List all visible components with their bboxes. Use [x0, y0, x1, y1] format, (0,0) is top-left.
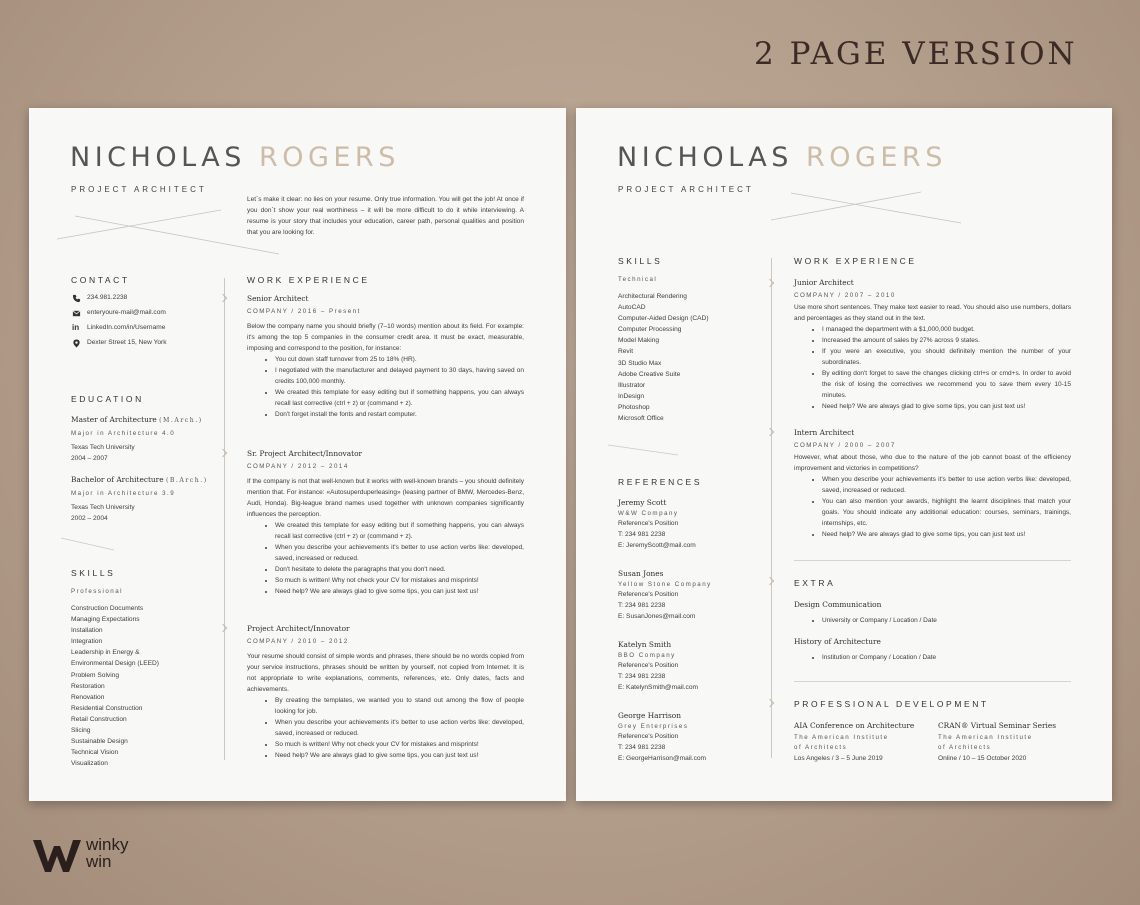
- job-title-text: Sr. Project Architect/Innovator: [247, 449, 363, 458]
- list-item: • You cut down staff turnover from 25 to 18% (HR).: [275, 354, 524, 365]
- job-description: However, what about those, who due to the nature of the job cannot boast of the efficiency improvement and victories in competitions?: [794, 454, 1071, 472]
- skill-item: Microsoft Office: [618, 415, 664, 423]
- list-item: • Need help? We are always glad to give some tips, you can just text us!: [822, 529, 1071, 540]
- job-bullets: [247, 354, 524, 420]
- reference-item: [618, 498, 778, 569]
- extra-item-title: Design Communication: [794, 600, 882, 609]
- skill-item: InDesign: [618, 392, 645, 400]
- education-heading: EDUCATION: [71, 394, 144, 404]
- skill-item: Environmental Design (LEED): [71, 660, 159, 668]
- brand-line-2: win: [86, 852, 112, 871]
- skill-item: Sustainable Design: [71, 738, 128, 746]
- reference-item: [618, 711, 778, 782]
- extra-item-details: [794, 615, 1099, 626]
- reference-item: [618, 640, 778, 711]
- skills-subheading: Professional: [71, 588, 124, 595]
- chevron-right-icon: [219, 294, 227, 302]
- work-experience-heading: WORK EXPERIENCE: [247, 275, 370, 285]
- skill-item: Slicing: [71, 727, 91, 735]
- reference-company: W&W Company: [618, 510, 679, 517]
- job-title-text: Project Architect/Innovator: [247, 624, 350, 633]
- job-description: Use more short sentences. They make text easier to read. You should also use numbers, dollars and percentages as they stand out in the text.: [794, 304, 1071, 322]
- list-item: • You can also mention your awards, highlight the learnt disciplines that match your goals. You should indicate any additional education: courses, seminars, trainings, internships, etc.: [822, 496, 1071, 529]
- email-icon: [72, 309, 81, 318]
- reference-position: Reference's Position: [618, 520, 679, 527]
- professional-development-heading: PROFESSIONAL DEVELOPMENT: [794, 699, 989, 709]
- list-item: • We created this template for easy editing but if something happens, you can always recall last corrective (ctrl + z) or (command + z).: [275, 387, 524, 409]
- skill-item: Visualization: [71, 760, 108, 768]
- job-meta: COMPANY / 2000 – 2007: [794, 442, 896, 449]
- reference-email: E: GeorgeHarrison@mail.com: [618, 755, 707, 762]
- extra-heading: EXTRA: [794, 578, 836, 588]
- prof-dev-item: [794, 721, 934, 764]
- list-item: • I negotiated with the manufacturer and delayed payment to 30 days, having saved on credits 100,000 monthly.: [275, 365, 524, 387]
- resume-name: [70, 142, 400, 173]
- job-entry: [247, 294, 524, 420]
- list-item: • Need help? We are always glad to give some tips, you can just text us!: [822, 401, 1071, 412]
- job-meta: COMPANY / 2007 – 2010: [794, 292, 896, 299]
- job-description: If the company is not that well-known but it works with well-known brands – you should definitely mention that. For instance: «Autosuperduperleasing» (leasing partner of BMW, Mercedes-Benz, Audi, Honda). Big-league brand names used together with unknown companies significantly influences the perception.: [247, 478, 524, 518]
- skill-item: Managing Expectations: [71, 616, 140, 624]
- list-item: • When you describe your achievements it's better to use action verbs like: developed, saved, increased or reduced.: [822, 474, 1071, 496]
- job-meta: COMPANY / 2016 – Present: [247, 308, 361, 315]
- education-degree: Bachelor of Architecture (B.Arch.): [71, 475, 208, 484]
- reference-email: E: KatelynSmith@mail.com: [618, 684, 698, 691]
- contact-linkedin: LinkedIn.com/in/Username: [87, 324, 166, 331]
- contact-heading: CONTACT: [71, 275, 130, 285]
- skill-item: Model Making: [618, 337, 660, 345]
- job-description: Below the company name you should briefly (7–10 words) mention about its field. For example: it's among the top 5 companies in the consumer credit area. It must be exact, measurable, imposing and correspond to the position, for instance:: [247, 323, 524, 352]
- chevron-right-icon: [766, 279, 774, 287]
- references-list: [618, 498, 778, 782]
- prof-dev-detail: Online / 10 – 15 October 2020: [938, 755, 1027, 762]
- skill-item: Integration: [71, 638, 103, 646]
- decorative-lines: [761, 188, 1081, 228]
- prof-dev-item: [938, 721, 1078, 764]
- prof-dev-org: of Architects: [938, 744, 992, 751]
- list-item: • We created this template for easy editing but if something happens, you can always recall last corrective (ctrl + z) or (command + z).: [275, 520, 524, 542]
- list-item: • Need help? We are always glad to give some tips, you can just text us!: [275, 750, 524, 761]
- job-title: PROJECT ARCHITECT: [71, 185, 207, 194]
- section-divider: [794, 681, 1071, 682]
- list-item: • Don't forget install the fonts and restart computer.: [275, 409, 524, 420]
- skill-item: Computer-Aided Design (CAD): [618, 315, 709, 323]
- skill-item: Computer Processing: [618, 326, 682, 334]
- decorative-lines: [59, 536, 119, 554]
- brand-logo-icon: [33, 838, 81, 874]
- skills-heading: SKILLS: [618, 256, 663, 266]
- reference-item: [618, 569, 778, 640]
- list-item: • By creating the templates, we wanted you to stand out among the flow of people looking for job.: [275, 695, 524, 717]
- reference-email: E: SusanJones@mail.com: [618, 613, 696, 620]
- skill-item: Problem Solving: [71, 671, 120, 679]
- skill-item: Leadership in Energy &: [71, 649, 140, 657]
- reference-email: E: JeremyScott@mail.com: [618, 542, 696, 549]
- first-name: NICHOLAS: [70, 142, 246, 173]
- prof-dev-org: of Architects: [794, 744, 848, 751]
- column-divider: [224, 278, 225, 760]
- education-major: Major in Architecture 3.9: [71, 490, 176, 497]
- skill-item: Revit: [618, 348, 634, 356]
- resume-name: [617, 142, 947, 173]
- column-divider: [771, 258, 772, 758]
- list-item: • So much is written! Why not check your CV for mistakes and misprints!: [275, 739, 524, 750]
- skills-heading: SKILLS: [71, 568, 116, 578]
- skill-item: Construction Documents: [71, 605, 144, 612]
- prof-dev-org: The American Institute: [938, 734, 1033, 741]
- education-major: Major in Architecture 4.0: [71, 430, 176, 437]
- prof-dev-org: The American Institute: [794, 734, 889, 741]
- reference-name: Susan Jones: [618, 569, 664, 578]
- job-meta: COMPANY / 2012 – 2014: [247, 463, 349, 470]
- list-item: • Don't hesitate to delete the paragraphs that you don't need.: [275, 564, 524, 575]
- education-school: Texas Tech University: [71, 444, 135, 451]
- list-item: • When you describe your achievements it's better to use action verbs like: developed, saved, increased or reduced.: [275, 542, 524, 564]
- reference-company: BBO Company: [618, 652, 676, 659]
- phone-icon: [72, 294, 81, 303]
- education-school: Texas Tech University: [71, 504, 135, 511]
- skill-item: Restoration: [71, 682, 105, 690]
- skills-subheading: Technical: [618, 276, 658, 283]
- brand-line-1: winky: [86, 835, 129, 854]
- last-name: ROGERS: [805, 142, 947, 173]
- skills-list: [618, 291, 709, 424]
- job-entry: [794, 278, 1071, 412]
- work-experience-heading: WORK EXPERIENCE: [794, 256, 917, 266]
- contact-phone: 234.981.2238: [87, 294, 128, 301]
- last-name: ROGERS: [258, 142, 400, 173]
- education-degree: Master of Architecture (M.Arch.): [71, 415, 203, 424]
- list-item: • I managed the department with a $1,000,000 budget.: [822, 324, 1071, 335]
- skill-item: 3D Studio Max: [618, 359, 662, 367]
- reference-name: George Harrison: [618, 711, 681, 720]
- chevron-right-icon: [766, 428, 774, 436]
- skill-item: Adobe Creative Suite: [618, 370, 681, 378]
- linkedin-icon: in: [72, 323, 80, 332]
- skill-item: Renovation: [71, 693, 105, 701]
- resume-page-1: [29, 108, 566, 801]
- job-title-text: Intern Architect: [794, 428, 855, 437]
- list-item: • When you describe your achievements it's better to use action verbs like: developed, saved, increased or reduced.: [275, 717, 524, 739]
- chevron-right-icon: [219, 624, 227, 632]
- list-item: • Need help? We are always glad to give some tips, you can just text us!: [275, 586, 524, 597]
- job-title-text: Junior Architect: [794, 278, 854, 287]
- skill-item: Architectural Rendering: [618, 293, 687, 300]
- job-description: Your resume should consist of simple words and phrases, there should be no words copied from your service instructions, phrases should be written by yourself, not copied from Internet. It is not appropriate to write explanations, comments, references, etc. Only dates, facts and achievements.: [247, 653, 524, 693]
- chevron-right-icon: [219, 449, 227, 457]
- skill-item: Photoshop: [618, 403, 650, 411]
- list-item: • By editing don't forget to save the changes clicking ctrl+s or cmd+s. In order to avoid the risk of losing the correctives we recommend you to save them every 10-15 minutes.: [822, 368, 1071, 401]
- job-bullets: [247, 695, 524, 761]
- resume-page-2: [576, 108, 1112, 801]
- contact-email: enteryoure-mail@mail.com: [87, 309, 166, 316]
- prof-dev-detail: Los Angeles / 3 – 5 June 2019: [794, 755, 883, 762]
- job-entry: [794, 428, 1071, 540]
- references-heading: REFERENCES: [618, 477, 703, 487]
- job-entry: [247, 449, 524, 597]
- contact-address: Dexter Street 15, New York: [87, 339, 167, 346]
- job-entry: [247, 624, 524, 761]
- reference-phone: T: 234 981 2238: [618, 673, 666, 680]
- reference-position: Reference's Position: [618, 733, 679, 740]
- skill-item: Retail Construction: [71, 715, 127, 723]
- job-bullets: [794, 474, 1071, 540]
- education-years: 2004 – 2007: [71, 455, 108, 462]
- list-item: • If you were an executive, you should definitely mention the number of your subordinates.: [822, 346, 1071, 368]
- job-bullets: [794, 324, 1071, 412]
- reference-phone: T: 234 981 2238: [618, 602, 666, 609]
- prof-dev-title: AIA Conference on Architecture: [794, 721, 915, 730]
- reference-company: Yellow Stone Company: [618, 581, 712, 588]
- list-item: • Institution or Company / Location / Date: [822, 652, 1099, 663]
- job-bullets: [247, 520, 524, 597]
- skill-item: Installation: [71, 627, 103, 635]
- list-item: • Increased the amount of sales by 27% across 9 states.: [822, 335, 1071, 346]
- extra-item-title: History of Architecture: [794, 637, 881, 646]
- skill-item: Residential Construction: [71, 704, 143, 712]
- decorative-lines: [606, 443, 686, 461]
- skill-item: AutoCAD: [618, 304, 646, 312]
- education-years: 2002 – 2004: [71, 515, 108, 522]
- brand-name: [86, 836, 129, 870]
- skill-item: Technical Vision: [71, 749, 119, 757]
- reference-name: Katelyn Smith: [618, 640, 672, 649]
- reference-name: Jeremy Scott: [618, 498, 667, 507]
- list-item: • So much is written! Why not check your CV for mistakes and misprints!: [275, 575, 524, 586]
- reference-phone: T: 234 981 2238: [618, 744, 666, 751]
- skill-item: Illustrator: [618, 381, 646, 389]
- section-divider: [794, 560, 1071, 561]
- reference-company: Grey Enterprises: [618, 723, 689, 730]
- job-title: PROJECT ARCHITECT: [618, 185, 754, 194]
- prof-dev-title: CRAN® Virtual Seminar Series: [938, 721, 1057, 730]
- job-title-text: Senior Architect: [247, 294, 309, 303]
- job-meta: COMPANY / 2010 – 2012: [247, 638, 349, 645]
- reference-phone: T: 234 981 2238: [618, 531, 666, 538]
- reference-position: Reference's Position: [618, 591, 679, 598]
- extra-item-details: [794, 652, 1099, 663]
- intro-text: Let`s make it clear: no lies on your resume. Only true information. You will get the job! At once if you don`t show your real worthiness – it will be more difficult to do it while interviewing. A resume is your story that includes your education, career path, personal qualities and position that you are looking for.: [247, 196, 524, 236]
- list-item: • University or Company / Location / Date: [822, 615, 1099, 626]
- location-pin-icon: [72, 339, 81, 348]
- first-name: NICHOLAS: [617, 142, 793, 173]
- page-headline: 2 PAGE VERSION: [754, 36, 1078, 72]
- reference-position: Reference's Position: [618, 662, 679, 669]
- skills-list: [71, 603, 159, 769]
